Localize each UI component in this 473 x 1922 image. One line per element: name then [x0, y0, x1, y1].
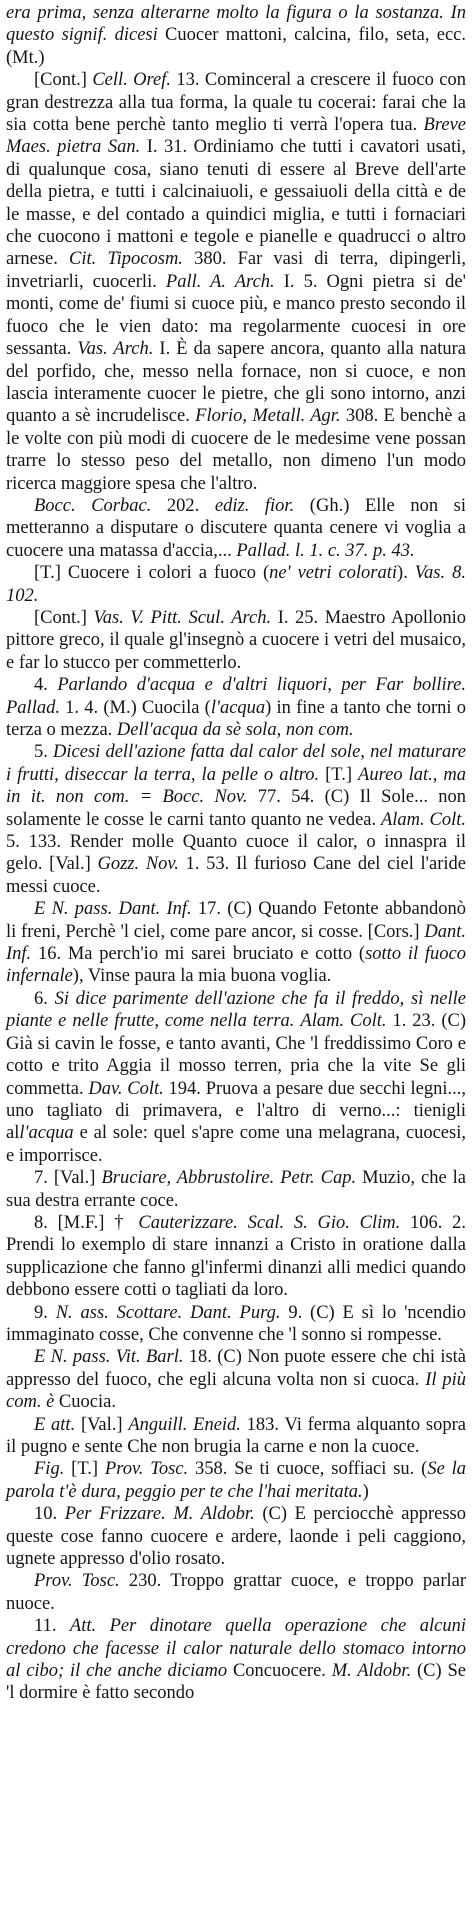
paragraph-fig-prov: Fig. [T.] Prov. Tosc. 358. Se ti cuoce, soffiaci su. (Se la parola t'è dura, peggio per te che l'hai meritata.) — [6, 1459, 467, 1502]
paragraph-cont-cell-oref: [Cont.] Cell. Oref. 13. Cominceral a crescere il fuoco con gran destrezza alla tua forma, la quale tu cocerai: farai che la sia cotta bene perchè tanto meglio ti verrà l'opera tua. Breve Maes. pietra San. I. 31. Ordiniamo che tutti i cavatori usati, di qualunque cosa, siano tenuti di essere al Breve dell'arte della pietra, e tutti i calcinaiuoli, e gessaiuoli della città e de le masse, e del contado a quindici miglia, e tutti i fornaciari che cuocono i mattoni e tegole e pianelle e quadrucci o altro arnese. Cit. Tipocosm. 380. Far vasi di terra, dipingerli, invetriarli, cuocerli. Pall. A. Arch. I. 5. Ogni pietra si de' monti, come de' fiumi si cuoce più, e manco presto secondo il fuoco che le vien dato: ma regolarmente cuocesi in ore sessanta. Vas. Arch. I. È da sapere ancora, quanto alla natura del porfido, che, messo nella fornace, non si cuoce, e non lascia interamente cuocer le pietre, che gli sono intorno, anzi quanto a sè incrudelisce. Florio, Metall. Agr. 308. E benchè a le volte con più modi di cuocere de le medesime vene possan trarre lo stesso peso del metallo, non dimeno l'un modo ricerca maggiore spesa che l'altro. — [6, 70, 467, 494]
paragraph-sense-4: 4. Parlando d'acqua e d'altri liquori, per Far bollire. Pallad. 1. 4. (M.) Cuocila (l'acqua) in fine a tanto che torni o terza o mezza. Dell'acqua da sè sola, non com. — [6, 675, 466, 740]
paragraph-continuation: era prima, senza alterarne molto la figura o la sostanza. In questo signif. dicesi Cuocer mattoni, calcina, filo, seta, ecc. (Mt.) — [6, 3, 466, 68]
paragraph-cuocere-colori: [T.] Cuocere i colori a fuoco (ne' vetri colorati). Vas. 8. 102. — [6, 563, 466, 606]
paragraph-sense-7: 7. [Val.] Bruciare, Abbrustolire. Petr. Cap. Muzio, che la sua destra errante coce. — [6, 1168, 467, 1211]
paragraph-n-pass-dant: E N. pass. Dant. Inf. 17. (C) Quando Fetonte abbandonò li freni, Perchè 'l ciel, come pare ancor, si cosse. [Cors.] Dant. Inf. 16. Ma perch'io mi sarei bruciato e cotto (sotto il fuoco infernale), Vinse paura la mia buona voglia. — [6, 899, 466, 987]
paragraph-n-pass-vit-barl: E N. pass. Vit. Barl. 18. (C) Non puote essere che chi istà appresso del fuoco, che egli alcuna volta non si cuoca. Il più com. è Cuocia. — [6, 1347, 467, 1413]
paragraph-bocc-corbac: Bocc. Corbac. 202. ediz. fior. (Gh.) Elle non si metteranno a disputare o discutere quanta cenere vi voglia a cuocere una matassa d'accia,... Pallad. l. 1. c. 37. p. 43. — [6, 495, 467, 561]
paragraph-att-anguill: E att. [Val.] Anguill. Eneid. 183. Vi ferma alquanto sopra il pugno e sente Che non brugia la carne e non la cuoce. — [6, 1414, 466, 1457]
paragraph-vas-pitt: [Cont.] Vas. V. Pitt. Scul. Arch. I. 25. Maestro Apollonio pittore greco, il quale gl'insegnò a cuocere i vetri del musaico, e far lo stucco per commetterlo. — [6, 607, 466, 673]
paragraph-sense-9: 9. N. ass. Scottare. Dant. Purg. 9. (C) E sì lo 'ncendio immaginato cosse, Che convenne che 'l sonno si rompesse. — [6, 1302, 466, 1345]
paragraph-sense-6: 6. Si dice parimente dell'azione che fa il freddo, sì nelle piante e nelle frutte, come nella terra. Alam. Colt. 1. 23. (C) Già si cavin le fosse, e tanto avanti, Che 'l freddissimo Coro e cotto e trito Aggia il mosso terren, pria che la vite Se gli commetta. Dav. Colt. 194. Pruova a pesare due secchi legni..., uno tagliato di primavera, e l'altro di verno...: tienigli all'acqua e al sole: quel s'apre come una melagrana, cuocesi, e imporrisce. — [6, 988, 467, 1166]
paragraph-sense-10: 10. Per Frizzare. M. Aldobr. (C) E perciocchè appresso queste cose fanno cuocere e ardere, laonde i peli caggiono, ugnete appresso d'olio rosato. — [6, 1504, 467, 1570]
paragraph-prov-tosc: Prov. Tosc. 230. Troppo grattar cuoce, e troppo parlar nuoce. — [6, 1571, 467, 1614]
paragraph-sense-5: 5. Dicesi dell'azione fatta dal calor del sole, nel maturare i frutti, diseccar la terra, la pelle o altro. [T.] Aureo lat., ma in it. non com. = Bocc. Nov. 77. 54. (C) Il Sole... non solamente le cosse le carni tanto quanto ne vedea. Alam. Colt. 5. 133. Render molle Quanto cuoce il calor, o innaspra il gelo. [Val.] Gozz. Nov. 1. 53. Il furioso Cane del ciel l'aride messi cuoce. — [6, 742, 467, 897]
paragraph-sense-8: 8. [M.F.] † Cauterizzare. Scal. S. Gio. Clim. 106. 2. Prendi lo exemplo di stare innanzi a Cristo in oratione dalla supplicazione che fanno gl'infermi dinanzi alli medici quando debbono essere cotti o tagliati da loro. — [6, 1212, 467, 1301]
paragraph-sense-11: 11. Att. Per dinotare quella operazione che alcuni credono che facesse il calor naturale dello stomaco intorno al cibo; il che anche diciamo Concuocere. M. Aldobr. (C) Se 'l dormire è fatto secondo — [6, 1616, 466, 1704]
